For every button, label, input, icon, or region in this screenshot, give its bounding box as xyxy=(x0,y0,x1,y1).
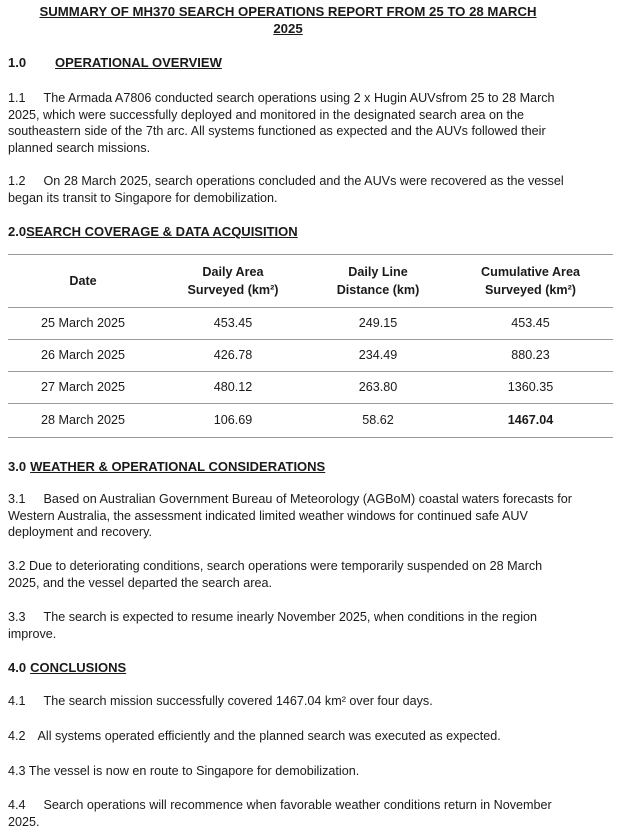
paragraph-text: The search is expected to resume inearly November 2025, when conditions in the region improve. xyxy=(8,610,538,641)
section-3-title: WEATHER & OPERATIONAL CONSIDERATIONS xyxy=(30,459,326,474)
paragraph-4-1 xyxy=(8,693,574,710)
paragraph-4-3 xyxy=(8,763,574,780)
cell-daily-area: 106.69 xyxy=(158,404,308,438)
cell-daily-line: 249.15 xyxy=(308,308,448,340)
table-header-row xyxy=(8,255,613,308)
paragraph-4-4 xyxy=(8,797,574,830)
paragraph-text: The Armada A7806 conducted search operations using 2 x Hugin AUVsfrom 25 to 28 March 2025, which were successfully deployed and monitored in the designated search area on the southeastern side of the 7th arc. All systems functioned as expected and the AUVs followed their planned search missions. xyxy=(8,91,555,155)
paragraph-text: The search mission successfully covered 1467.04 km² over four days. xyxy=(43,694,433,708)
cell-daily-line: 234.49 xyxy=(308,340,448,372)
paragraph-number: 4.2 xyxy=(8,729,26,743)
cell-daily-line: 263.80 xyxy=(308,372,448,404)
section-4-title: CONCLUSIONS xyxy=(30,660,127,675)
cell-date: 28 March 2025 xyxy=(8,404,158,438)
column-header-daily-area: Daily Area Surveyed (km²) xyxy=(158,255,308,308)
column-header-daily-line-distance: Daily Line Distance (km) xyxy=(308,255,448,308)
section-1-title: OPERATIONAL OVERVIEW xyxy=(55,55,222,70)
section-4-number: 4.0 xyxy=(8,660,27,675)
section-2-number: 2.0 xyxy=(8,224,27,239)
cell-date: 25 March 2025 xyxy=(8,308,158,340)
paragraph-text: On 28 March 2025, search operations concluded and the AUVs were recovered as the vessel began its transit to Singapore for demobilization. xyxy=(8,174,564,205)
paragraph-text: Based on Australian Government Bureau of Meteorology (AGBoM) coastal waters forecasts for Western Australia, the assessment indicated limited weather windows for continued safe AUV deployment and recovery. xyxy=(8,492,573,540)
paragraph-text: Search operations will recommence when favorable weather conditions return in November 2025. xyxy=(8,798,552,829)
table-row xyxy=(8,404,613,438)
paragraph-number: 3.1 xyxy=(8,492,26,506)
cell-cumulative-area-total: 1467.04 xyxy=(448,404,613,438)
section-1-heading xyxy=(8,54,222,71)
cell-daily-area: 426.78 xyxy=(158,340,308,372)
report-title-line-2: 2025 xyxy=(273,21,303,37)
report-title-line-1: SUMMARY OF MH370 SEARCH OPERATIONS REPORT FROM 25 TO 28 MARCH xyxy=(39,4,537,19)
paragraph-text: 3.2 Due to deteriorating conditions, search operations were temporarily suspended on 28 March 2025, and the vessel departed the search area. xyxy=(8,559,543,590)
paragraph-1-1 xyxy=(8,90,574,156)
cell-daily-line: 58.62 xyxy=(308,404,448,438)
section-2-title: SEARCH COVERAGE & DATA ACQUISITION xyxy=(26,224,298,239)
cell-cumulative-area: 880.23 xyxy=(448,340,613,372)
paragraph-number: 1.1 xyxy=(8,91,26,105)
column-header-cumulative-area: Cumulative Area Surveyed (km²) xyxy=(448,255,613,308)
paragraph-number: 4.4 xyxy=(8,798,26,812)
table-row xyxy=(8,340,613,372)
paragraph-text: 4.3 The vessel is now en route to Singapore for demobilization. xyxy=(8,764,360,778)
column-header-date: Date xyxy=(8,255,158,308)
cell-date: 27 March 2025 xyxy=(8,372,158,404)
cell-daily-area: 480.12 xyxy=(158,372,308,404)
paragraph-3-1 xyxy=(8,491,574,541)
section-3-number: 3.0 xyxy=(8,459,27,474)
section-1-number: 1.0 xyxy=(8,55,27,70)
paragraph-number: 3.3 xyxy=(8,610,26,624)
table-row xyxy=(8,372,613,404)
section-3-heading xyxy=(8,458,325,475)
paragraph-4-2 xyxy=(8,728,574,745)
paragraph-text: All systems operated efficiently and the planned search was executed as expected. xyxy=(37,729,501,743)
cell-cumulative-area: 453.45 xyxy=(448,308,613,340)
paragraph-number: 1.2 xyxy=(8,174,26,188)
paragraph-number: 4.1 xyxy=(8,694,26,708)
section-4-heading xyxy=(8,659,126,676)
cell-cumulative-area: 1360.35 xyxy=(448,372,613,404)
section-2-heading xyxy=(8,223,298,240)
search-coverage-table xyxy=(8,254,613,438)
table-row xyxy=(8,308,613,340)
report-title xyxy=(0,3,576,37)
cell-date: 26 March 2025 xyxy=(8,340,158,372)
paragraph-1-2 xyxy=(8,173,574,206)
cell-daily-area: 453.45 xyxy=(158,308,308,340)
paragraph-3-3 xyxy=(8,609,574,642)
paragraph-3-2 xyxy=(8,558,553,591)
